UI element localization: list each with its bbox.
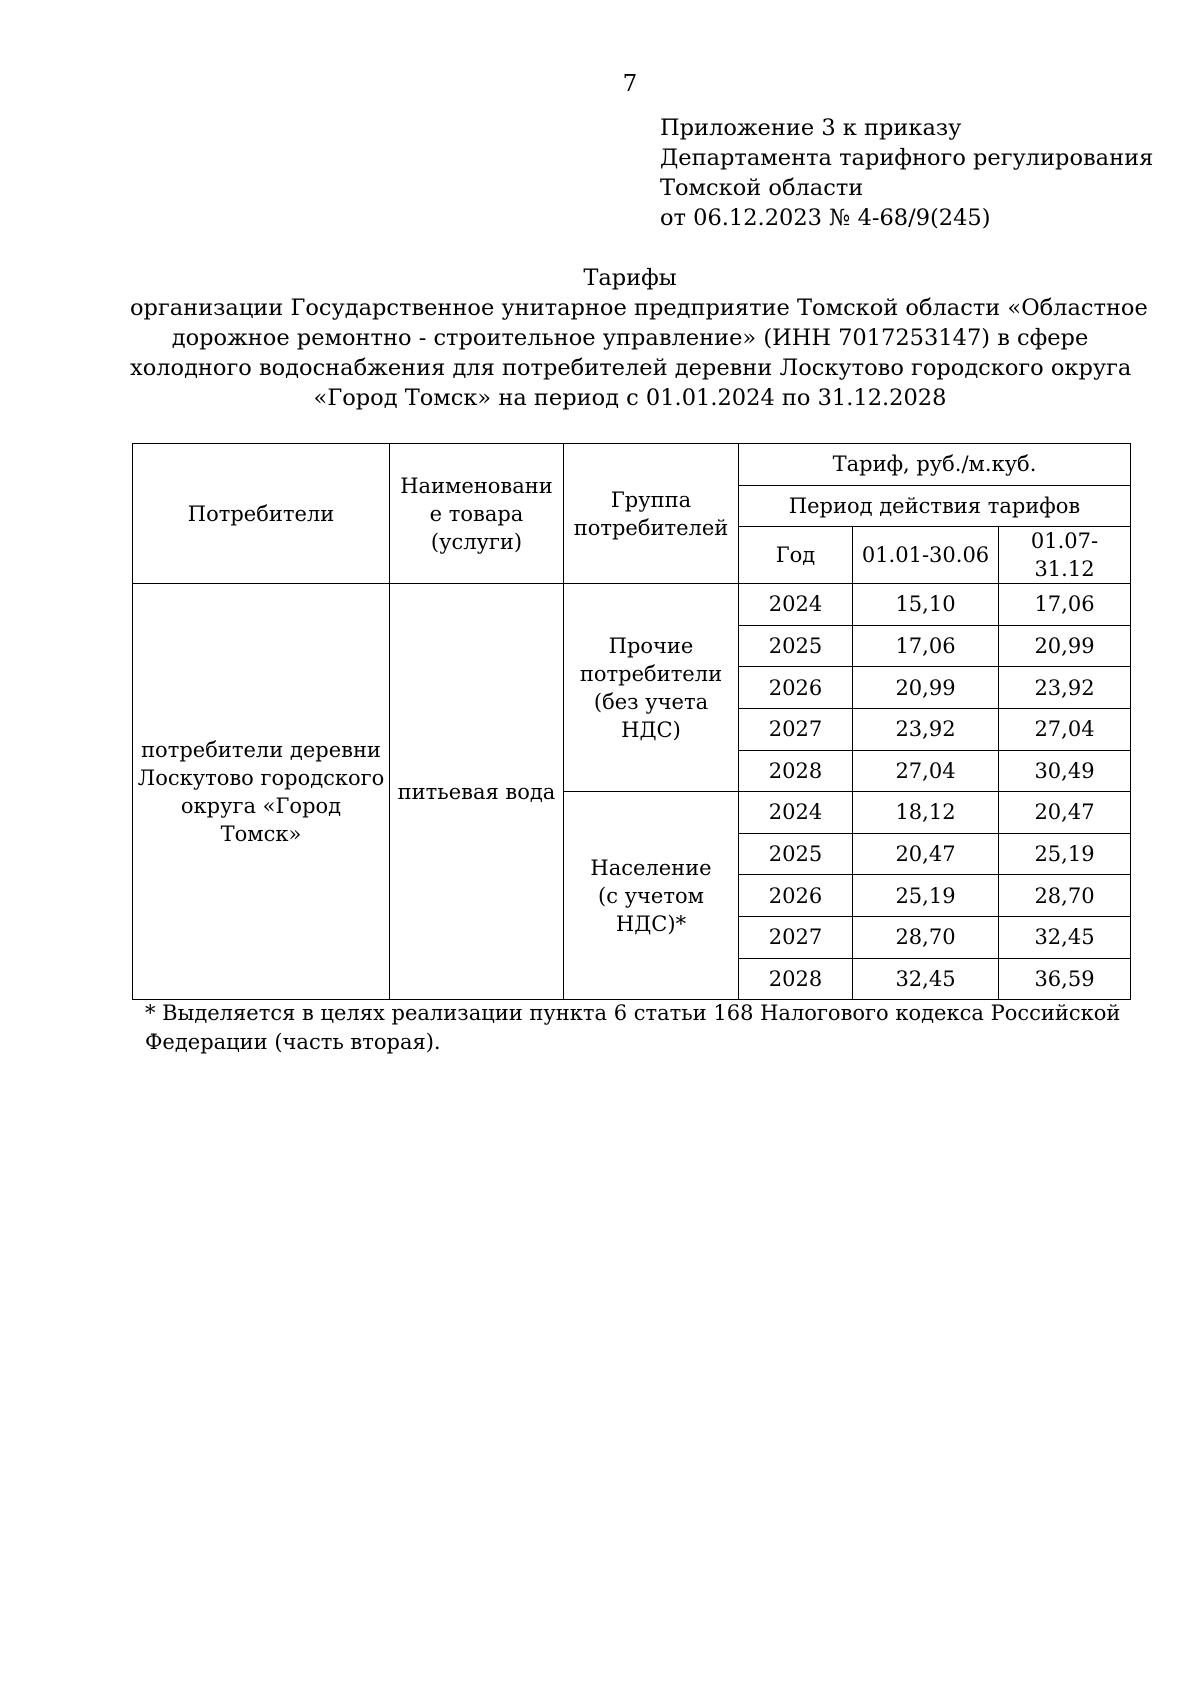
tariff-second-half-cell: 17,06 bbox=[999, 584, 1131, 626]
appendix-note bbox=[660, 113, 1180, 233]
table-header-row bbox=[133, 444, 1131, 486]
header-group-line: Группа bbox=[610, 487, 692, 512]
appendix-line: Приложение 3 к приказу bbox=[660, 115, 962, 141]
title-line: «Город Томск» на период с 01.01.2024 по 31.12.2028 bbox=[313, 385, 947, 411]
header-period: Период действия тарифов bbox=[739, 485, 1131, 527]
tariff-first-half-cell: 23,92 bbox=[853, 708, 999, 750]
tariff-second-half-cell: 28,70 bbox=[999, 875, 1131, 917]
header-tariff: Тариф, руб./м.куб. bbox=[739, 444, 1131, 486]
group-line: НДС)* bbox=[615, 911, 687, 936]
tariff-second-half-cell: 30,49 bbox=[999, 750, 1131, 792]
header-group-line: потребителей bbox=[573, 515, 729, 540]
tariff-first-half-cell: 28,70 bbox=[853, 916, 999, 958]
tariff-first-half-cell: 17,06 bbox=[853, 625, 999, 667]
title-heading: Тарифы bbox=[583, 265, 677, 291]
group-line: (с учетом bbox=[598, 883, 704, 908]
table-row bbox=[133, 584, 1131, 626]
footnote bbox=[145, 999, 1121, 1057]
year-cell: 2025 bbox=[739, 833, 853, 875]
year-cell: 2027 bbox=[739, 708, 853, 750]
group-line: НДС) bbox=[621, 717, 681, 742]
year-cell: 2027 bbox=[739, 916, 853, 958]
header-second-half: 01.07-31.12 bbox=[999, 527, 1131, 584]
year-cell: 2025 bbox=[739, 625, 853, 667]
header-product-line: е товара bbox=[429, 501, 524, 526]
header-product bbox=[390, 444, 564, 584]
tariff-first-half-cell: 20,47 bbox=[853, 833, 999, 875]
page-number: 7 bbox=[622, 71, 638, 97]
tariff-second-half-cell: 23,92 bbox=[999, 667, 1131, 709]
tariff-second-half-cell: 25,19 bbox=[999, 833, 1131, 875]
year-cell: 2028 bbox=[739, 750, 853, 792]
tariff-second-half-cell: 20,47 bbox=[999, 792, 1131, 834]
consumer-cell bbox=[133, 584, 390, 1000]
group-line: Население bbox=[590, 855, 712, 880]
header-consumers: Потребители bbox=[133, 444, 390, 584]
tariff-second-half-cell: 27,04 bbox=[999, 708, 1131, 750]
tariff-table bbox=[132, 443, 1131, 1000]
year-cell: 2026 bbox=[739, 667, 853, 709]
consumer-line: округа «Город bbox=[180, 793, 342, 818]
title-line: холодного водоснабжения для потребителей деревни Лоскутово городского округа bbox=[130, 355, 1132, 381]
tariff-first-half-cell: 15,10 bbox=[853, 584, 999, 626]
tariff-second-half-cell: 32,45 bbox=[999, 916, 1131, 958]
appendix-line: от 06.12.2023 № 4-68/9(245) bbox=[660, 205, 991, 231]
product-cell: питьевая вода bbox=[390, 584, 564, 1000]
consumer-line: Лоскутово городского bbox=[137, 765, 385, 790]
header-product-line: (услуги) bbox=[430, 529, 523, 554]
tariff-first-half-cell: 25,19 bbox=[853, 875, 999, 917]
header-group bbox=[564, 444, 739, 584]
title-line: дорожное ремонтно - строительное управление» (ИНН 7017253147) в сфере bbox=[171, 325, 1089, 351]
year-cell: 2024 bbox=[739, 792, 853, 834]
group-line: (без учета bbox=[593, 689, 709, 714]
group-cell bbox=[564, 792, 739, 1000]
year-cell: 2024 bbox=[739, 584, 853, 626]
year-cell: 2028 bbox=[739, 958, 853, 1000]
group-line: потребители bbox=[579, 661, 723, 686]
tariff-first-half-cell: 32,45 bbox=[853, 958, 999, 1000]
tariff-first-half-cell: 20,99 bbox=[853, 667, 999, 709]
header-year: Год bbox=[739, 527, 853, 584]
appendix-line: Томской области bbox=[660, 175, 864, 201]
footnote-line: * Выделяется в целях реализации пункта 6 статьи 168 Налогового кодекса Российской bbox=[145, 1001, 1121, 1025]
header-product-line: Наименовани bbox=[400, 473, 553, 498]
appendix-line: Департамента тарифного регулирования bbox=[660, 145, 1154, 171]
tariff-second-half-cell: 20,99 bbox=[999, 625, 1131, 667]
header-first-half: 01.01-30.06 bbox=[853, 527, 999, 584]
document-title bbox=[130, 263, 1148, 413]
group-cell bbox=[564, 584, 739, 792]
title-line: организации Государственное унитарное предприятие Томской области «Областное bbox=[130, 295, 1148, 321]
group-line: Прочие bbox=[608, 633, 694, 658]
tariff-second-half-cell: 36,59 bbox=[999, 958, 1131, 1000]
tariff-first-half-cell: 27,04 bbox=[853, 750, 999, 792]
footnote-line: Федерации (часть вторая). bbox=[145, 1030, 441, 1054]
consumer-line: потребители деревни bbox=[141, 737, 381, 762]
tariff-first-half-cell: 18,12 bbox=[853, 792, 999, 834]
year-cell: 2026 bbox=[739, 875, 853, 917]
consumer-line: Томск» bbox=[220, 821, 302, 846]
tariff-table-body bbox=[133, 444, 1131, 1000]
